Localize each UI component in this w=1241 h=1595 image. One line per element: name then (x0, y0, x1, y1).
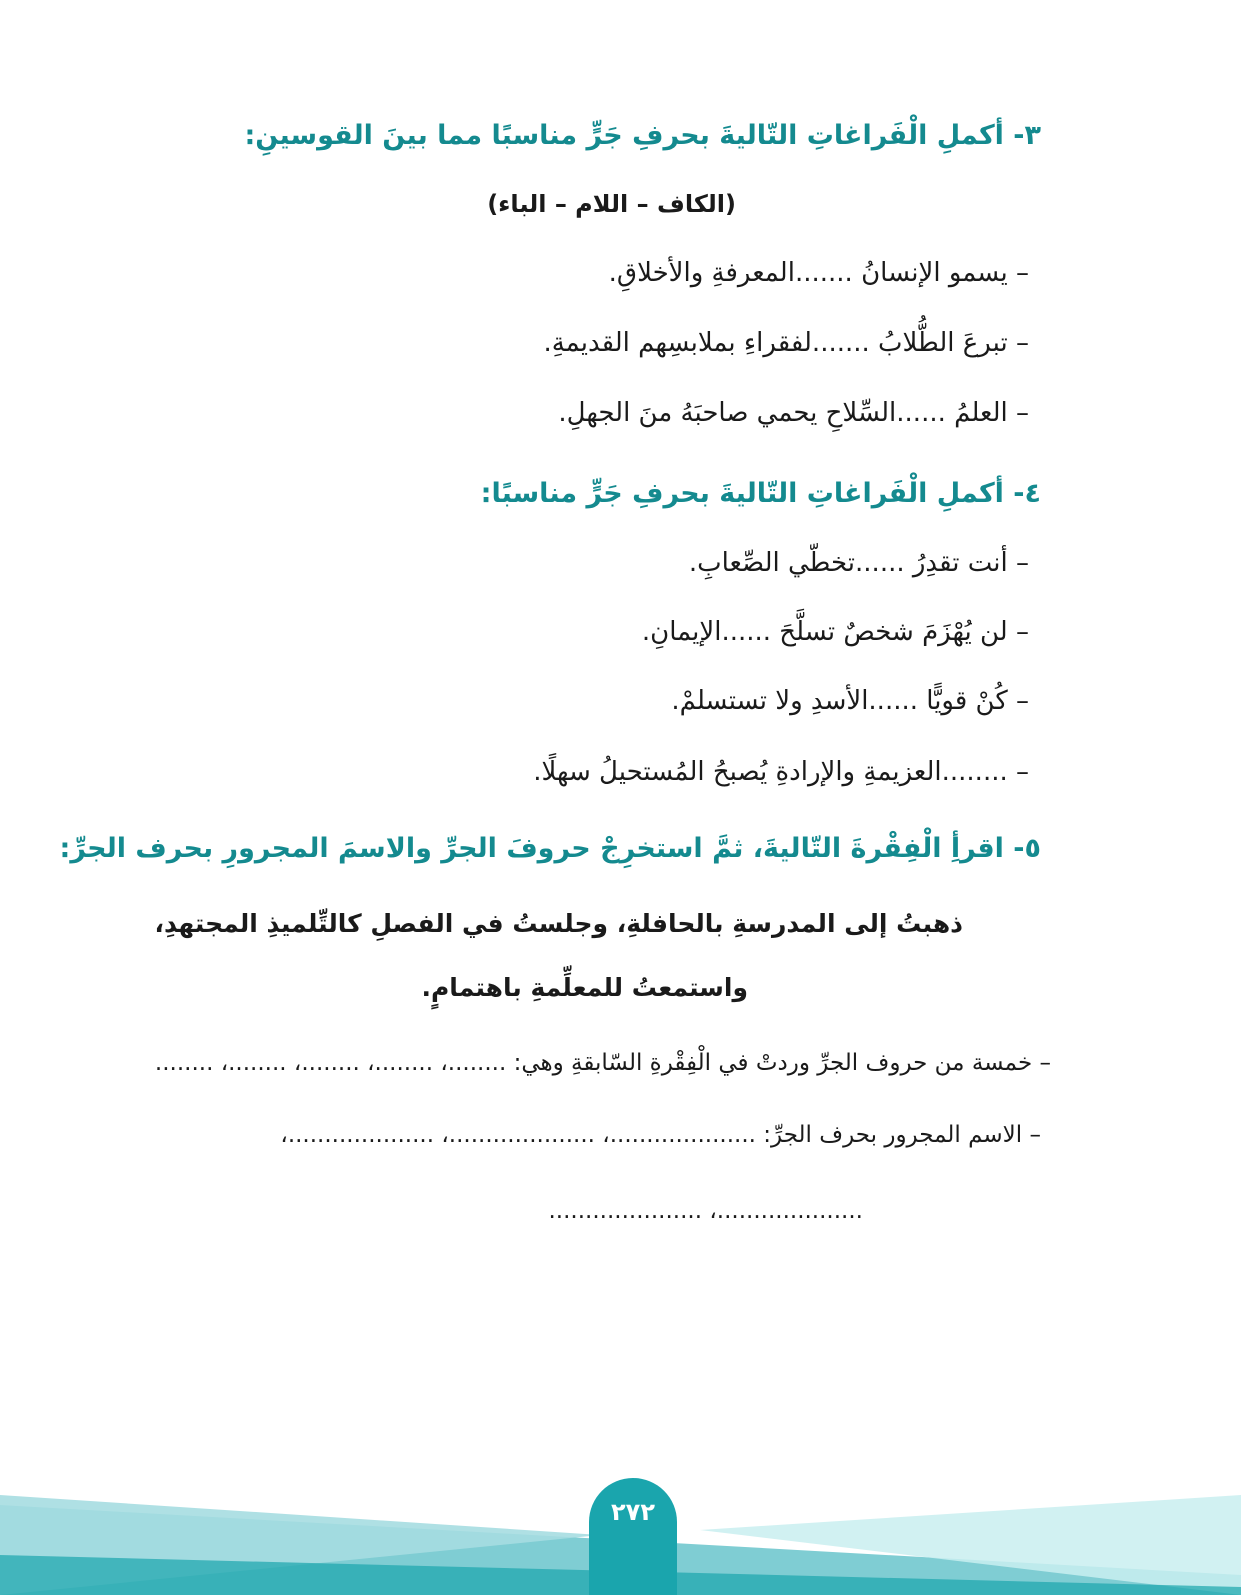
exercise-4-item-3: – كُنْ قويًّا ......الأسدِ ولا تستسلمْ. (671, 686, 1029, 716)
exercise-5-paragraph-line-1: ذهبتُ إلى المدرسةِ بالحافلةِ، وجلستُ في الفصلِ كالتِّلميذِ المجتهدِ، (154, 909, 963, 938)
exercise-4-item-1: – أنت تقدِرُ ......تخطّي الصِّعابِ. (688, 548, 1029, 578)
exercise-4-heading: ٤- أكملِ الْفَراغاتِ التّاليةَ بحرفِ جَرٍّ مناسبًا: (480, 478, 1041, 509)
exercise-3-heading: ٣- أكملِ الْفَراغاتِ التّاليةَ بحرفِ جَرٍّ مناسبًا مما بينَ القوسينِ: (244, 120, 1041, 151)
exercise-3-options: (الكاف – اللام – الباء) (487, 190, 736, 218)
exercise-4-item-2: – لن يُهْزَمَ شخصٌ تسلَّحَ ......الإيمانِ. (641, 617, 1029, 647)
exercise-5-question-2: – الاسم المجرور بحرف الجرِّ: ....................، ....................، ....................، (280, 1122, 1041, 1148)
exercise-5-paragraph-line-2: واستمعتُ للمعلِّمةِ باهتمامٍ. (421, 973, 748, 1002)
exercise-5-heading: ٥- اقرأِ الْفِقْرةَ التّاليةَ، ثمَّ استخرِجْ حروفَ الجرِّ والاسمَ المجرورِ بحرف الجرِّ: (59, 833, 1041, 864)
exercise-5-question-1: – خمسة من حروف الجرِّ وردتْ في الْفِقْرةِ السّابقةِ وهي: ........، ........، ........، ........، ........ (154, 1050, 1051, 1076)
exercise-4-item-4: – ........العزيمةِ والإرادةِ يُصبحُ المُستحيلُ سهلًا. (533, 757, 1029, 787)
page-number: ٢٧٢ (611, 1498, 655, 1526)
page-number-tab (589, 1478, 677, 1595)
exercise-3-item-1: – يسمو الإنسانُ .......المعرفةِ والأخلاقِ. (608, 258, 1029, 288)
exercise-5-question-2-continued: ....................، ..................... (548, 1198, 863, 1224)
exercise-3-item-3: – العلمُ ......السِّلاحِ يحمي صاحبَهُ منَ الجهلِ. (558, 398, 1029, 428)
exercise-3-item-2: – تبرعَ الطُّلابُ .......لفقراءِ بملابسِهم القديمةِ. (543, 328, 1029, 358)
